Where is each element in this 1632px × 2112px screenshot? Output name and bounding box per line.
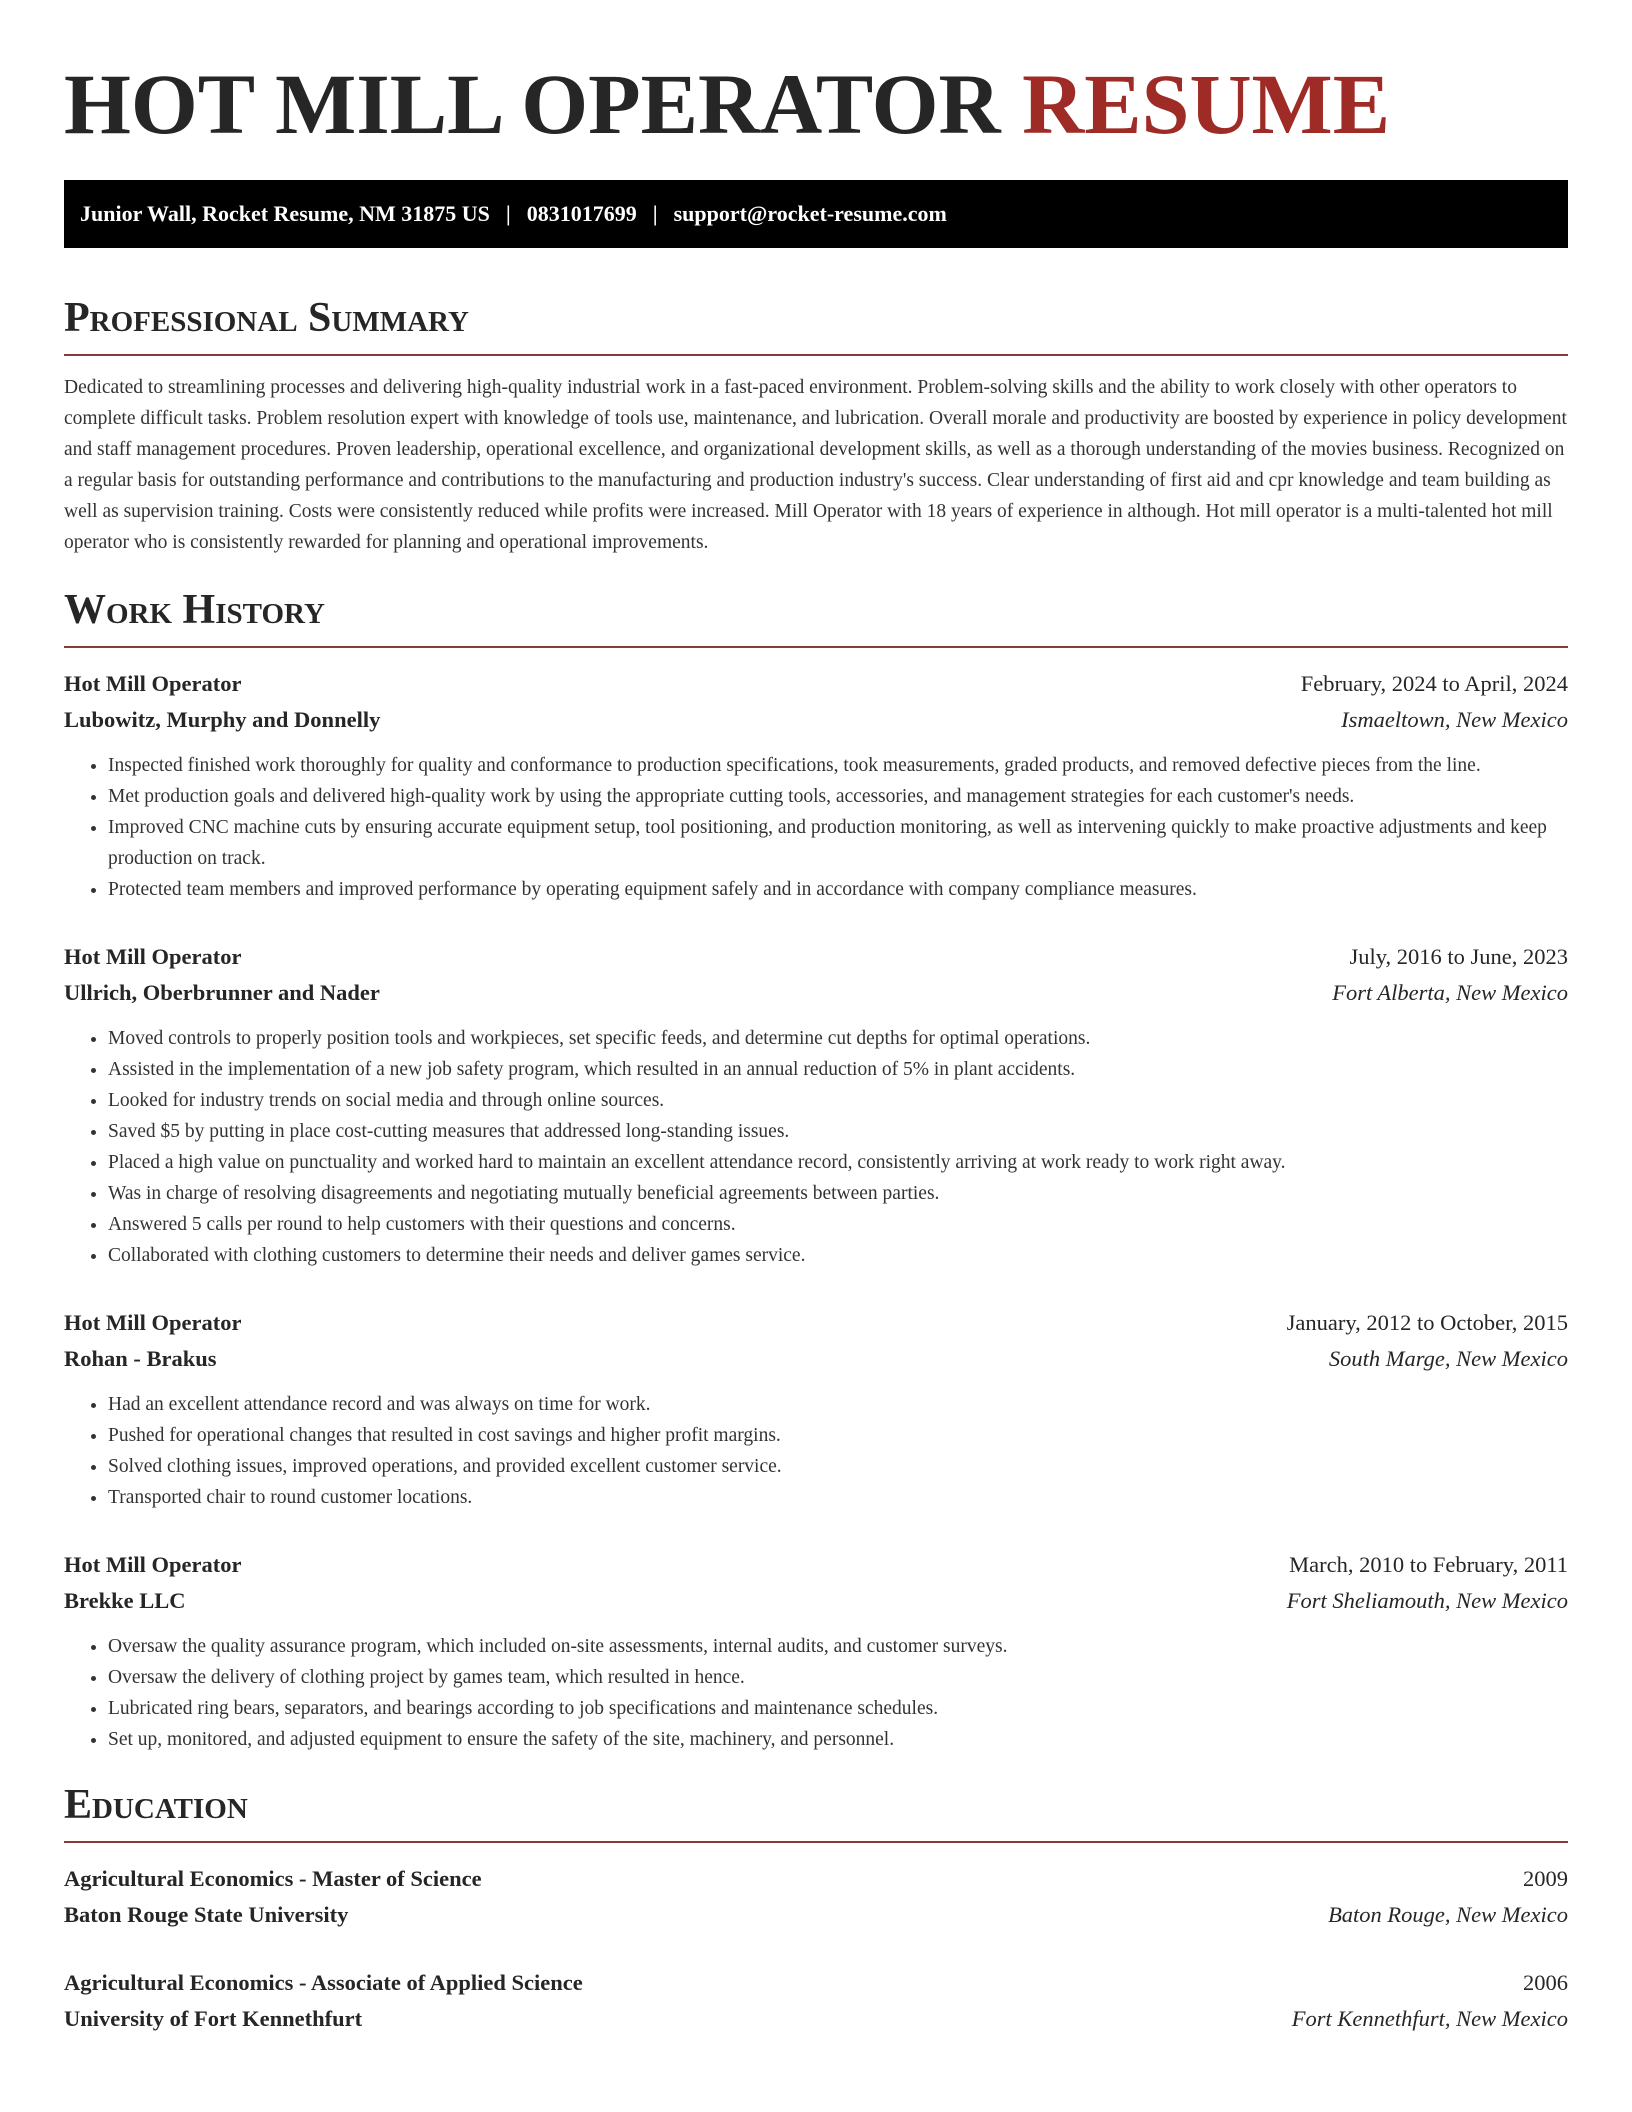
- education-school: Baton Rouge State University: [64, 1902, 349, 1927]
- contact-email: support@rocket-resume.com: [673, 201, 947, 226]
- summary-text: Dedicated to streamlining processes and delivering high-quality industrial work in a fast-paced environment. Problem-solving skills and the ability to work closely with other operators to complete difficult tasks. Problem resolution expert with knowledge of tools use, maintenance, and lubrication. Overall morale and productivity are boosted by experience in policy development and staff management procedures. Proven leadership, operational excellence, and organizational development skills, as well as a thorough understanding of the movies business. Recognized on a regular basis for outstanding performance and contributions to the manufacturing and production industry's success. Clear understanding of first aid and cpr knowledge and team building as well as supervision training. Costs were consistently reduced while profits were increased. Mill Operator with 18 years of experience in although. Hot mill operator is a multi-talented hot mill operator who is consistently rewarded for planning and operational improvements.: [64, 377, 1567, 553]
- job-bullet: • Oversaw the quality assurance program, which included on-site assessments, internal audits, and customer surveys.: [108, 1631, 1568, 1662]
- contact-separator: |: [652, 201, 658, 226]
- job-bullet: • Had an excellent attendance record and was always on time for work.: [108, 1389, 1568, 1420]
- education-year: 2006: [1523, 1970, 1568, 1995]
- job-bullet: • Pushed for operational changes that resulted in cost savings and higher profit margins.: [108, 1420, 1568, 1451]
- job-location: Ismaeltown, New Mexico: [1341, 707, 1568, 732]
- contact-bar: [64, 180, 1568, 248]
- job-location: South Marge, New Mexico: [1328, 1346, 1568, 1371]
- title-main: HOT MILL OPERATOR: [64, 56, 1001, 152]
- job-company-row: [64, 1341, 1568, 1377]
- job-company: Lubowitz, Murphy and Donnelly: [64, 707, 381, 732]
- job-bullet: • Inspected finished work thoroughly for quality and conformance to production specifications, took measurements, graded products, and removed defective pieces from the line.: [108, 750, 1568, 781]
- education-degree-row: [64, 1861, 1568, 1897]
- job-title: Hot Mill Operator: [64, 1552, 242, 1577]
- job-bullet: • Answered 5 calls per round to help customers with their questions and concerns.: [108, 1209, 1568, 1240]
- education-year: 2009: [1523, 1866, 1568, 1891]
- work-history-heading: Work History: [64, 586, 1568, 648]
- education-degree: Agricultural Economics - Associate of Applied Science: [64, 1970, 583, 1995]
- job-bullet: • Saved $5 by putting in place cost-cutting measures that addressed long-standing issues.: [108, 1116, 1568, 1147]
- title-accent: RESUME: [1022, 56, 1391, 152]
- job-title: Hot Mill Operator: [64, 1310, 242, 1335]
- job-bullet: • Solved clothing issues, improved operations, and provided excellent customer service.: [108, 1451, 1568, 1482]
- job-header-row: [64, 1305, 1568, 1341]
- job-entry: [64, 1305, 1568, 1513]
- job-header-row: [64, 666, 1568, 702]
- job-company-row: [64, 975, 1568, 1011]
- job-bullet: • Looked for industry trends on social media and through online sources.: [108, 1085, 1568, 1116]
- job-entry: [64, 666, 1568, 905]
- job-bullet: • Placed a high value on punctuality and worked hard to maintain an excellent attendance record, consistently arriving at work ready to work right away.: [108, 1147, 1568, 1178]
- job-bullet: • Met production goals and delivered high-quality work by using the appropriate cutting tools, accessories, and management strategies for each customer's needs.: [108, 781, 1568, 812]
- education-degree: Agricultural Economics - Master of Science: [64, 1866, 482, 1891]
- job-bullet-list: [64, 1631, 1568, 1755]
- job-title: Hot Mill Operator: [64, 671, 242, 696]
- contact-phone: 0831017699: [526, 201, 637, 226]
- job-bullet: • Was in charge of resolving disagreements and negotiating mutually beneficial agreements between parties.: [108, 1178, 1568, 1209]
- job-bullet: • Transported chair to round customer locations.: [108, 1482, 1568, 1513]
- job-dates: March, 2010 to February, 2011: [1289, 1552, 1568, 1577]
- job-company: Brekke LLC: [64, 1588, 186, 1613]
- job-header-row: [64, 1547, 1568, 1583]
- resume-title: [64, 58, 1568, 150]
- job-dates: January, 2012 to October, 2015: [1286, 1310, 1568, 1335]
- job-bullet-list: [64, 750, 1568, 905]
- job-company-row: [64, 702, 1568, 738]
- job-company-row: [64, 1583, 1568, 1619]
- education-degree-row: [64, 1965, 1568, 2001]
- job-bullet: • Protected team members and improved performance by operating equipment safely and in accordance with company compliance measures.: [108, 874, 1568, 905]
- job-header-row: [64, 939, 1568, 975]
- education-list: [64, 1861, 1568, 2037]
- education-school-row: [64, 1897, 1568, 1933]
- job-bullet: • Collaborated with clothing customers to determine their needs and deliver games service.: [108, 1240, 1568, 1271]
- job-bullet: • Improved CNC machine cuts by ensuring accurate equipment setup, tool positioning, and production monitoring, as well as intervening quickly to make proactive adjustments and keep production on track.: [108, 812, 1568, 874]
- contact-address: Junior Wall, Rocket Resume, NM 31875 US: [80, 201, 490, 226]
- education-heading: Education: [64, 1781, 1568, 1843]
- education-school: University of Fort Kennethfurt: [64, 2006, 363, 2031]
- job-bullet: • Assisted in the implementation of a new job safety program, which resulted in an annual reduction of 5% in plant accidents.: [108, 1054, 1568, 1085]
- education-entry: [64, 1965, 1568, 2037]
- job-company: Ullrich, Oberbrunner and Nader: [64, 980, 380, 1005]
- job-bullet-list: [64, 1023, 1568, 1271]
- job-entry: [64, 939, 1568, 1271]
- job-entry: [64, 1547, 1568, 1755]
- contact-separator: |: [505, 201, 511, 226]
- education-location: Baton Rouge, New Mexico: [1328, 1902, 1568, 1927]
- job-location: Fort Sheliamouth, New Mexico: [1286, 1588, 1568, 1613]
- job-bullet: • Oversaw the delivery of clothing project by games team, which resulted in hence.: [108, 1662, 1568, 1693]
- job-location: Fort Alberta, New Mexico: [1332, 980, 1568, 1005]
- job-bullet-list: [64, 1389, 1568, 1513]
- job-title: Hot Mill Operator: [64, 944, 242, 969]
- job-dates: February, 2024 to April, 2024: [1300, 671, 1568, 696]
- education-entry: [64, 1861, 1568, 1933]
- summary-heading: Professional Summary: [64, 294, 1568, 356]
- work-history-list: [64, 666, 1568, 1755]
- job-dates: July, 2016 to June, 2023: [1349, 944, 1568, 969]
- job-company: Rohan - Brakus: [64, 1346, 217, 1371]
- job-bullet: • Set up, monitored, and adjusted equipment to ensure the safety of the site, machinery, and personnel.: [108, 1724, 1568, 1755]
- job-bullet: • Moved controls to properly position tools and workpieces, set specific feeds, and determine cut depths for optimal operations.: [108, 1023, 1568, 1054]
- education-location: Fort Kennethfurt, New Mexico: [1291, 2006, 1568, 2031]
- education-school-row: [64, 2001, 1568, 2037]
- job-bullet: • Lubricated ring bears, separators, and bearings according to job specifications and maintenance schedules.: [108, 1693, 1568, 1724]
